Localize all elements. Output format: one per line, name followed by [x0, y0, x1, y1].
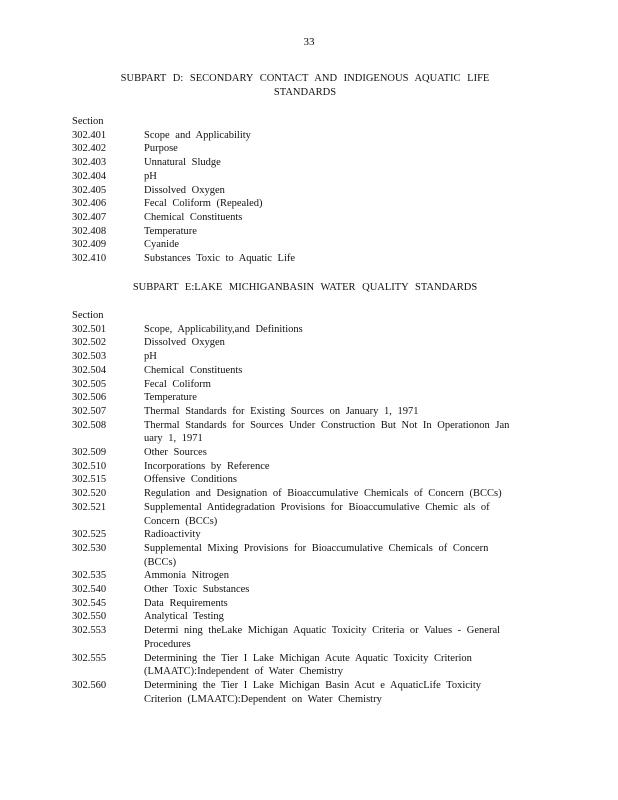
section-number: 302.550: [72, 611, 107, 623]
section-entry: [72, 156, 552, 170]
section-title: Dissolved Oxygen: [144, 337, 225, 349]
section-number: 302.535: [72, 570, 107, 582]
section-number: 302.505: [72, 378, 107, 390]
section-title: Radioactivity: [144, 529, 201, 541]
section-title: Purpose: [144, 143, 178, 155]
section-title: Scope and Applicability: [144, 129, 251, 141]
section-column-header: Section: [72, 310, 104, 321]
section-title: Unnatural Sludge: [144, 157, 221, 169]
section-title: Chemical Constituents: [144, 211, 243, 223]
section-number: 302.403: [72, 157, 107, 169]
section-title: Dissolved Oxygen: [144, 184, 225, 196]
subpart-e-section-list: [72, 309, 552, 706]
section-title: Thermal Standards for Sources Under Construction But Not In Operationon Jan uary 1, 1971: [144, 419, 510, 445]
section-entry: [72, 569, 552, 583]
section-entry: [72, 378, 552, 392]
section-title: Thermal Standards for Existing Sources on January 1, 1971: [144, 405, 419, 417]
section-entry: [72, 336, 552, 350]
section-number: 302.502: [72, 337, 107, 349]
section-entry: [72, 405, 552, 419]
section-number: 302.504: [72, 364, 107, 376]
section-entry: [72, 679, 552, 706]
section-entry: [72, 501, 552, 528]
section-number: 302.506: [72, 392, 107, 404]
section-entry: [72, 446, 552, 460]
section-entry: [72, 487, 552, 501]
section-number: 302.510: [72, 460, 107, 472]
section-entry: [72, 238, 552, 252]
section-entry: [72, 419, 552, 446]
section-number: 302.555: [72, 652, 107, 664]
section-title: Incorporations by Reference: [144, 460, 270, 472]
section-number: 302.521: [72, 501, 107, 513]
section-number: 302.408: [72, 225, 107, 237]
subpart-e-title: SUBPART E:LAKE MICHIGANBASIN WATER QUALITY STANDARDS: [132, 282, 478, 293]
subpart-d-title: [100, 72, 510, 100]
section-title: Temperature: [144, 225, 197, 237]
section-number: 302.545: [72, 597, 107, 609]
section-number: 302.560: [72, 679, 107, 691]
section-entry: [72, 323, 552, 337]
section-title: Data Requirements: [144, 597, 228, 609]
section-entry: [72, 542, 552, 569]
subpart-d-title-line2: STANDARDS: [273, 87, 337, 98]
section-number: 302.404: [72, 170, 107, 182]
section-entry: [72, 610, 552, 624]
section-number: 302.410: [72, 253, 107, 265]
section-entry: [72, 129, 552, 143]
section-entry: [72, 142, 552, 156]
section-title: Determining the Tier I Lake Michigan Acute Aquatic Toxicity Criterion (LMAATC):Independent of Water Chemistry: [144, 652, 472, 678]
section-number: 302.503: [72, 351, 107, 363]
section-title: Cyanide: [144, 239, 179, 251]
section-number: 302.553: [72, 625, 107, 637]
section-entry: [72, 391, 552, 405]
section-entry: [72, 197, 552, 211]
section-title: Analytical Testing: [144, 611, 224, 623]
section-title: Chemical Constituents: [144, 364, 243, 376]
section-entry: [72, 184, 552, 198]
section-entry: [72, 350, 552, 364]
section-number: 302.401: [72, 129, 107, 141]
section-title: Supplemental Mixing Provisions for Bioaccumulative Chemicals of Concern (BCCs): [144, 542, 489, 568]
section-number: 302.507: [72, 405, 107, 417]
section-entry: [72, 597, 552, 611]
section-number: 302.409: [72, 239, 107, 251]
section-title: Temperature: [144, 392, 197, 404]
section-number: 302.509: [72, 447, 107, 459]
section-title: Other Toxic Substances: [144, 584, 250, 596]
section-title: pH: [144, 351, 157, 363]
section-title: Ammonia Nitrogen: [144, 570, 229, 582]
section-entry: [72, 473, 552, 487]
section-title: Other Sources: [144, 447, 207, 459]
section-title: Scope, Applicability,and Definitions: [144, 323, 303, 335]
section-title: Fecal Coliform (Repealed): [144, 198, 263, 210]
subpart-d-section-list: [72, 115, 552, 266]
section-entry: [72, 460, 552, 474]
section-entry: [72, 624, 552, 651]
section-title: Offensive Conditions: [144, 474, 237, 486]
section-title: pH: [144, 170, 157, 182]
section-number: 302.508: [72, 419, 107, 431]
section-number: 302.525: [72, 529, 107, 541]
section-title: Fecal Coliform: [144, 378, 211, 390]
section-entry: [72, 170, 552, 184]
page-number: 33: [303, 36, 315, 48]
section-number: 302.530: [72, 542, 107, 554]
section-number: 302.406: [72, 198, 107, 210]
section-entry: [72, 583, 552, 597]
section-entry: [72, 225, 552, 239]
section-title: Supplemental Antidegradation Provisions for Bioaccumulative Chemic als of Concern (BCCs): [144, 501, 490, 527]
section-title: Determining the Tier I Lake Michigan Basin Acut e AquaticLife Toxicity Criterion (LMAATC):Dependent on Water Chemistry: [144, 679, 482, 705]
section-number: 302.540: [72, 584, 107, 596]
section-entry: [72, 652, 552, 679]
section-title: Determi ning theLake Michigan Aquatic Toxicity Criteria or Values - General Procedures: [144, 625, 501, 650]
section-number: 302.402: [72, 143, 107, 155]
section-number: 302.405: [72, 184, 107, 196]
section-number: 302.520: [72, 488, 107, 500]
subpart-d-title-line1: SUBPART D: SECONDARY CONTACT AND INDIGENOUS AQUATIC LIFE: [120, 73, 490, 84]
section-entry: [72, 211, 552, 225]
section-title: Regulation and Designation of Bioaccumulative Chemicals of Concern (BCCs): [144, 488, 502, 500]
section-column-header: Section: [72, 116, 104, 127]
section-entry: [72, 364, 552, 378]
section-number: 302.515: [72, 474, 107, 486]
section-entry: [72, 528, 552, 542]
section-entry: [72, 252, 552, 266]
section-number: 302.501: [72, 323, 107, 335]
section-title: Substances Toxic to Aquatic Life: [144, 253, 296, 265]
section-number: 302.407: [72, 211, 107, 223]
